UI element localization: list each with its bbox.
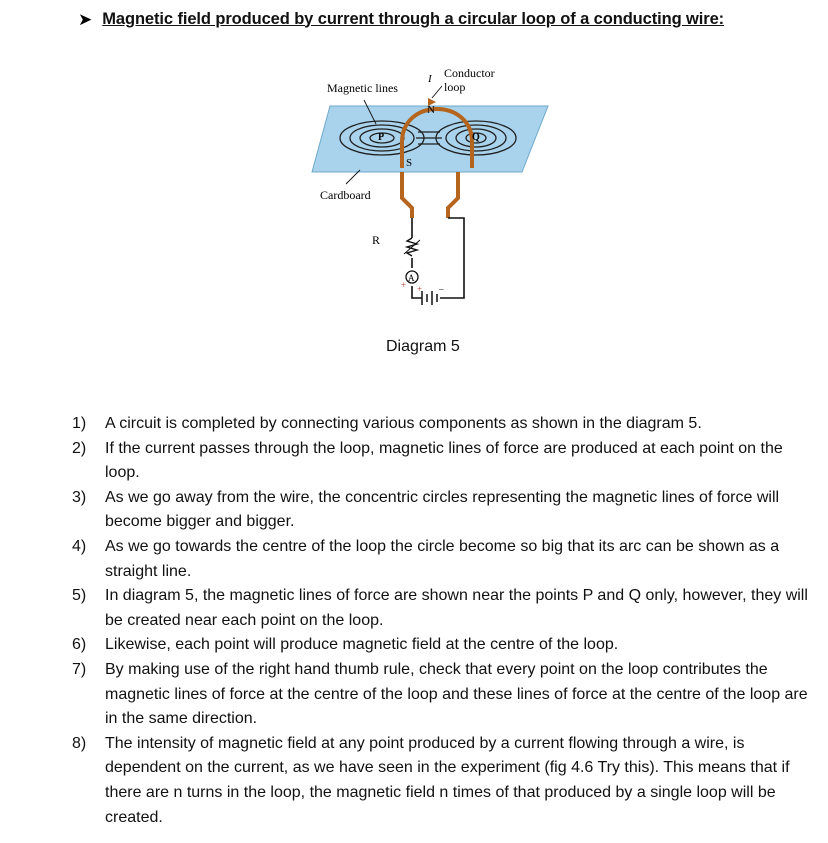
list-item-text: Likewise, each point will produce magnetic field at the centre of the loop. — [105, 636, 619, 654]
list-item — [72, 732, 812, 830]
section-heading-text: Magnetic field produced by current through a circular loop of a conducting wire: — [102, 9, 725, 28]
arrowhead-bullet-icon: ➤ — [78, 9, 93, 29]
label-south: S — [406, 157, 413, 169]
label-ammeter: A — [408, 273, 415, 283]
battery-icon — [422, 291, 437, 305]
list-item-number: 8) — [72, 734, 87, 752]
list-item-number: 3) — [72, 488, 87, 506]
list-item-number: 5) — [72, 587, 87, 605]
diagram-caption: Diagram 5 — [386, 338, 460, 355]
label-battery-minus: – — [439, 284, 444, 294]
conductor-pointer — [432, 86, 442, 98]
list-item-text: As we go away from the wire, the concentric circles representing the magnetic lines of force will become bigger and bigger. — [105, 488, 780, 531]
label-north: N — [427, 104, 435, 116]
label-battery-plus: + — [417, 284, 423, 294]
list-item-text: If the current passes through the loop, magnetic lines of force are produced at each point on the loop. — [105, 439, 783, 482]
list-item — [72, 486, 812, 535]
list-item — [72, 584, 812, 633]
list-item-number: 2) — [72, 439, 87, 457]
label-cardboard: Cardboard — [320, 188, 371, 202]
list-item-number: 1) — [72, 415, 87, 432]
label-ammeter-plus: + — [401, 280, 407, 290]
label-point-p: P — [378, 132, 385, 143]
list-item — [72, 658, 812, 732]
list-item — [72, 633, 812, 658]
list-item — [72, 437, 812, 486]
magnetic-field-loop-diagram — [300, 58, 560, 308]
list-item — [72, 535, 812, 584]
list-item-text: The intensity of magnetic field at any point produced by a current flowing through a wire, is dependent on the current, as we have seen in the experiment (fig 4.6 Try this). This means that if there are n turns in the loop, the magnetic field n times of that produced by a single loop will be created. — [105, 734, 790, 826]
list-item-number: 4) — [72, 537, 87, 555]
explanation-list — [72, 412, 812, 830]
list-item-text: A circuit is completed by connecting various components as shown in the diagram 5. — [105, 415, 702, 432]
label-conductor: Conductor — [444, 66, 495, 80]
label-loop: loop — [444, 80, 466, 94]
label-current: I — [428, 73, 432, 85]
list-item-number: 7) — [72, 660, 87, 678]
list-item-text: By making use of the right hand thumb rule, check that every point on the loop contributes the magnetic lines of force at the centre of the loop and these lines of force at the centre of the loop are in the same direction. — [105, 660, 808, 728]
wire-down-right — [448, 172, 458, 218]
label-point-q: Q — [472, 132, 480, 143]
label-resistor: R — [372, 233, 381, 247]
label-magnetic-lines: Magnetic lines — [327, 81, 398, 95]
wire-down-left — [402, 172, 412, 218]
list-item-number: 6) — [72, 636, 87, 654]
diagram-5-figure — [300, 58, 560, 308]
section-heading — [78, 7, 724, 31]
list-item-text: In diagram 5, the magnetic lines of force are shown near the points P and Q only, however, they will be created near each point on the loop. — [105, 587, 808, 629]
list-item-text: As we go towards the centre of the loop the circle become so big that its arc can be shown as a straight line. — [105, 537, 780, 580]
list-item — [72, 412, 812, 437]
